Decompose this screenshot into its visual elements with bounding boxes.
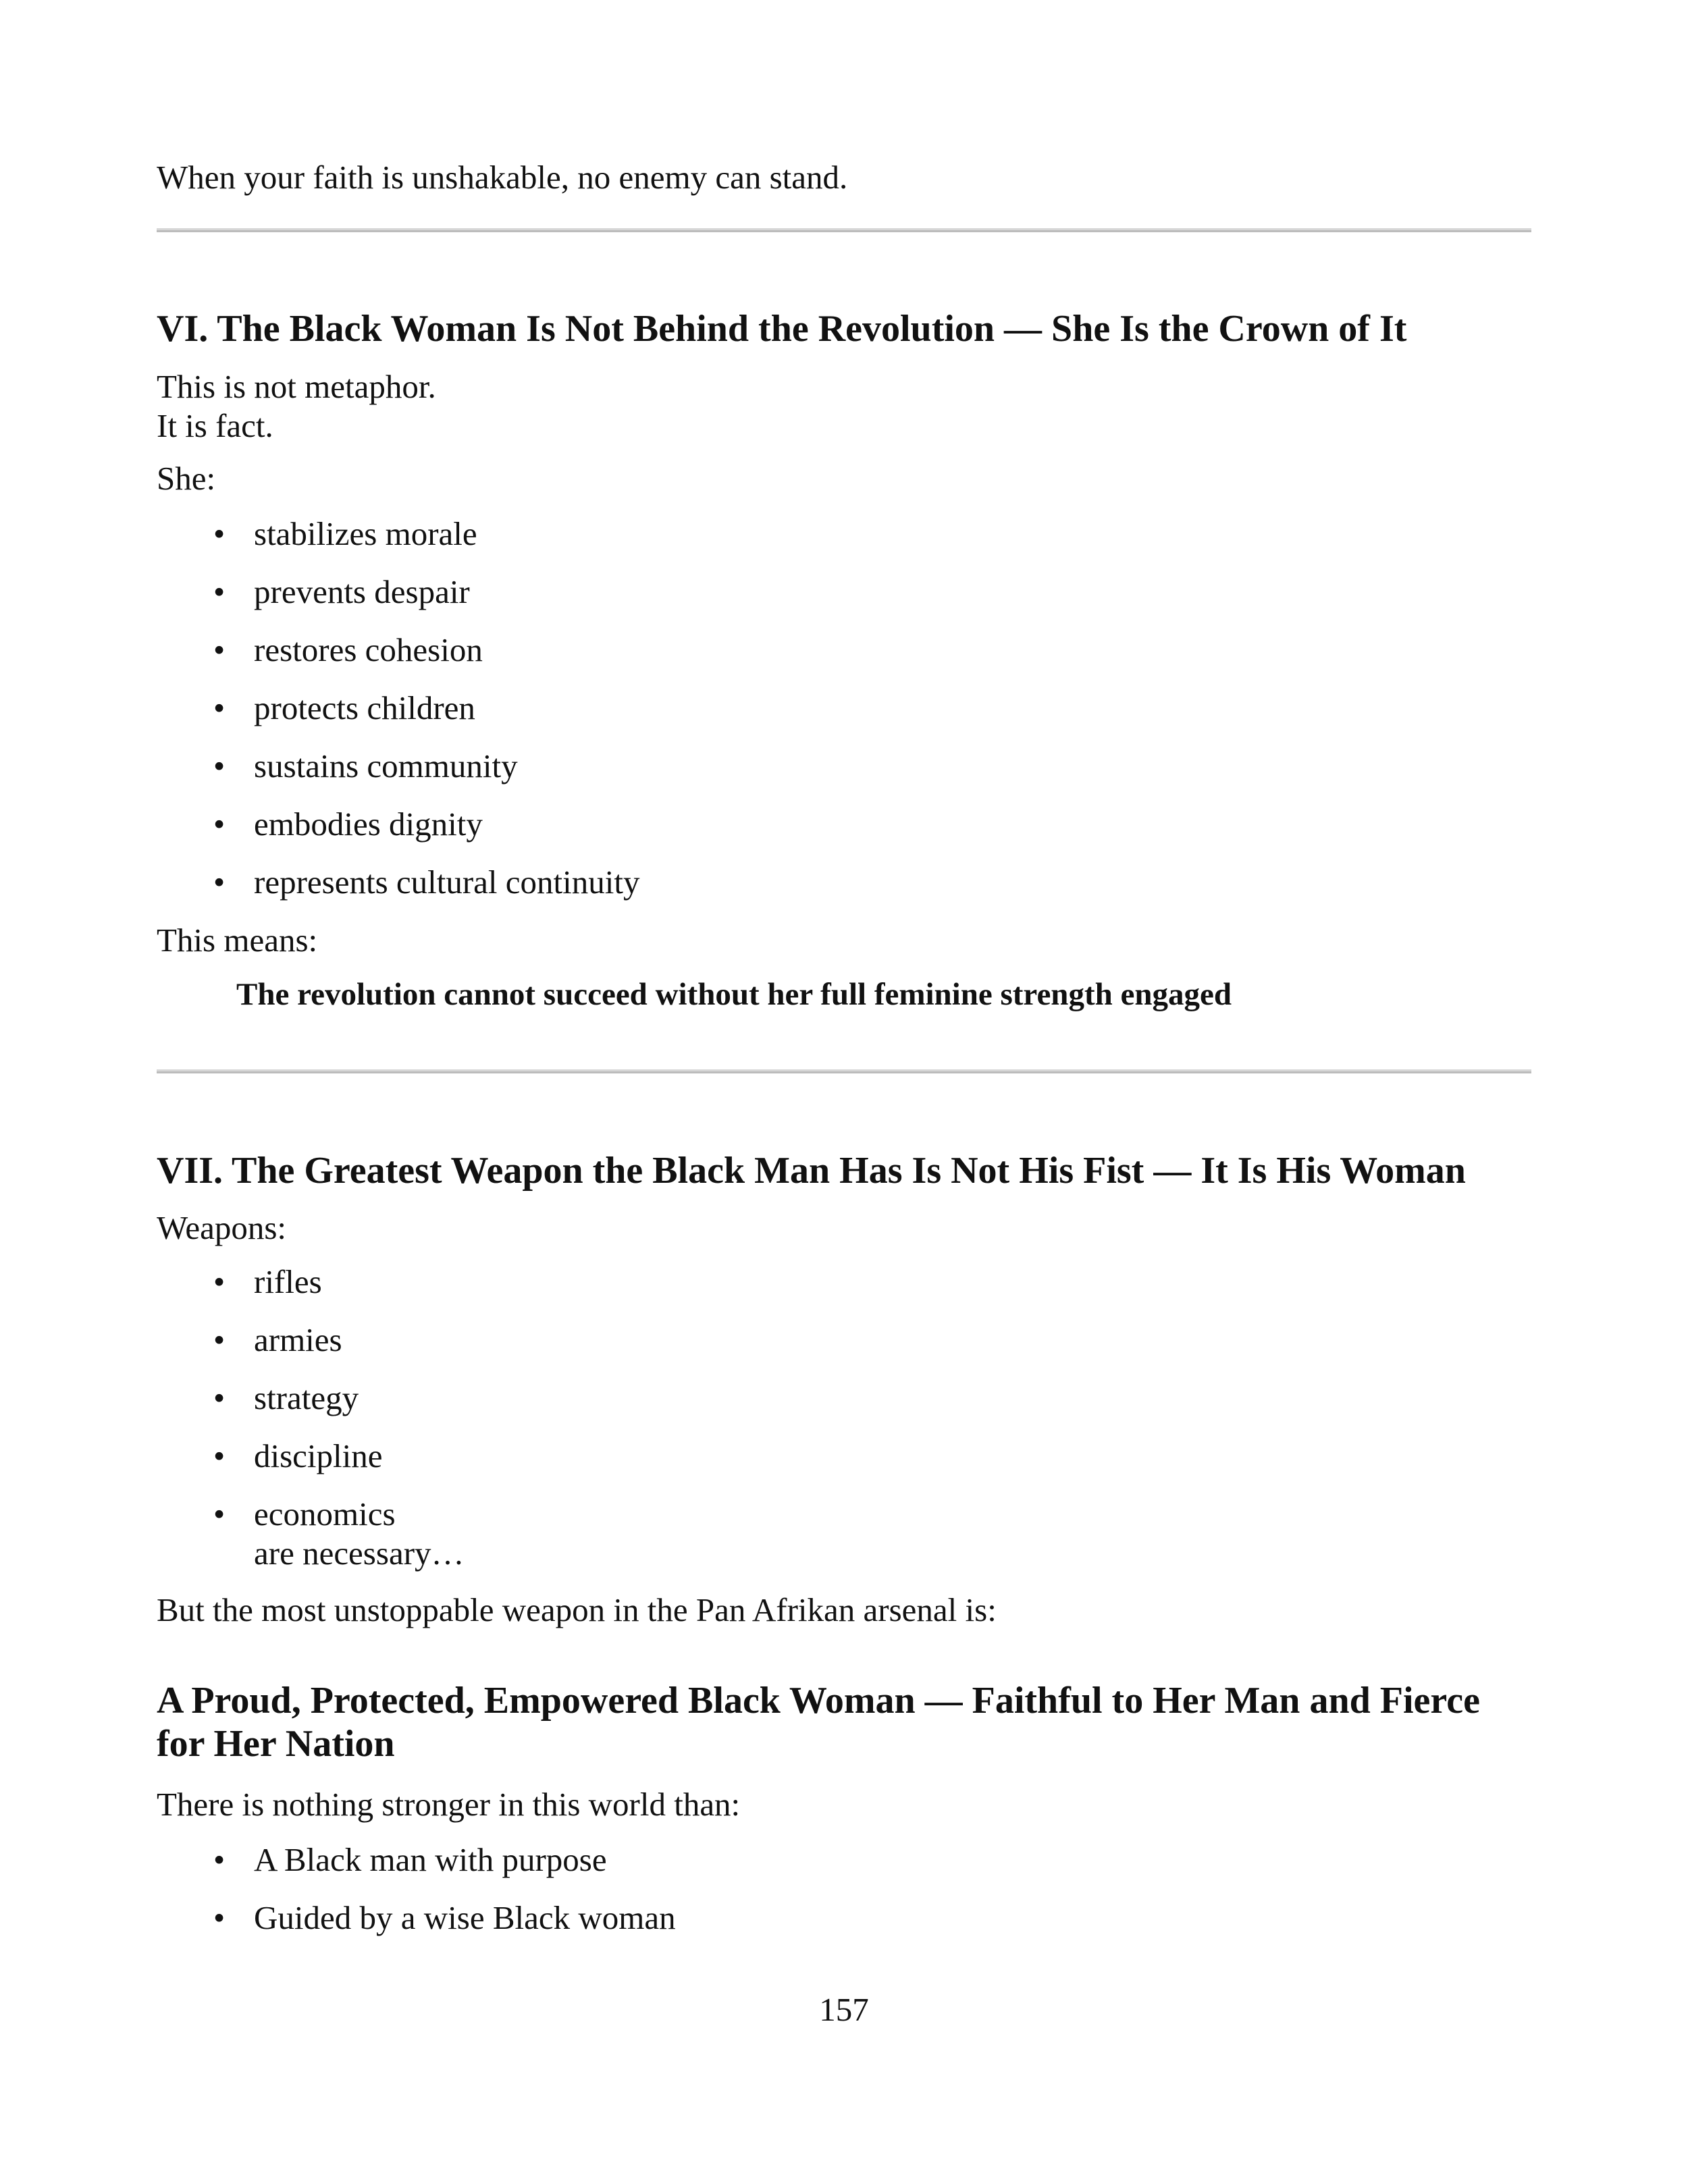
bullet-icon: • — [213, 1841, 226, 1878]
bullet-icon: • — [213, 1263, 226, 1300]
list-item: • strategy — [213, 1379, 359, 1416]
section-divider — [157, 1069, 1531, 1073]
subheading: A Proud, Protected, Empowered Black Woman — Faithful to Her Man and Fierce for Her Nation — [157, 1680, 1480, 1765]
section-6-line-2: It is fact. — [157, 407, 273, 444]
bullet-icon: • — [213, 1321, 226, 1358]
weapons-continuation: are necessary… — [254, 1535, 465, 1572]
list-item: • stabilizes morale — [213, 515, 477, 552]
list-item: • discipline — [213, 1437, 383, 1474]
bullet-icon: • — [213, 515, 226, 552]
list-item: • prevents despair — [213, 573, 470, 610]
list-item: • economics are necessary… — [213, 1495, 465, 1572]
list-item: • rifles — [213, 1263, 322, 1300]
she-label: She: — [157, 460, 216, 497]
intro-line: When your faith is unshakable, no enemy can stand. — [157, 159, 848, 196]
list-item: • represents cultural continuity — [213, 863, 640, 901]
bullet-icon: • — [213, 1379, 226, 1416]
list-item: • Guided by a wise Black woman — [213, 1899, 676, 1936]
bullet-icon: • — [213, 1495, 226, 1533]
section-7-heading: VII. The Greatest Weapon the Black Man Has Is Not His Fist — It Is His Woman — [157, 1150, 1466, 1192]
list-item: • embodies dignity — [213, 805, 483, 843]
page-number: 157 — [819, 1991, 869, 2028]
bullet-icon: • — [213, 863, 226, 901]
bullet-icon: • — [213, 631, 226, 668]
bullet-icon: • — [213, 747, 226, 784]
bullet-icon: • — [213, 1437, 226, 1474]
list-item: • A Black man with purpose — [213, 1841, 607, 1878]
list-item: • armies — [213, 1321, 342, 1358]
stronger-line: There is nothing stronger in this world than: — [157, 1786, 741, 1823]
section-6-heading: VI. The Black Woman Is Not Behind the Revolution — She Is the Crown of It — [157, 308, 1407, 350]
bullet-icon: • — [213, 573, 226, 610]
arsenal-line: But the most unstoppable weapon in the Pan Afrikan arsenal is: — [157, 1591, 997, 1628]
list-item: • restores cohesion — [213, 631, 483, 668]
bullet-icon: • — [213, 689, 226, 726]
section-6-line-1: This is not metaphor. — [157, 368, 436, 405]
revolution-callout: The revolution cannot succeed without her full feminine strength engaged — [236, 977, 1232, 1012]
bullet-icon: • — [213, 1899, 226, 1936]
bullet-icon: • — [213, 805, 226, 843]
section-divider — [157, 228, 1531, 232]
this-means-label: This means: — [157, 922, 318, 959]
weapons-list — [157, 1262, 465, 1573]
weapons-label: Weapons: — [157, 1209, 287, 1246]
list-item: • protects children — [213, 689, 475, 726]
list-item: • sustains community — [213, 747, 518, 784]
document-page — [157, 0, 1531, 2184]
stronger-list — [157, 1840, 676, 1956]
she-list — [157, 514, 640, 921]
